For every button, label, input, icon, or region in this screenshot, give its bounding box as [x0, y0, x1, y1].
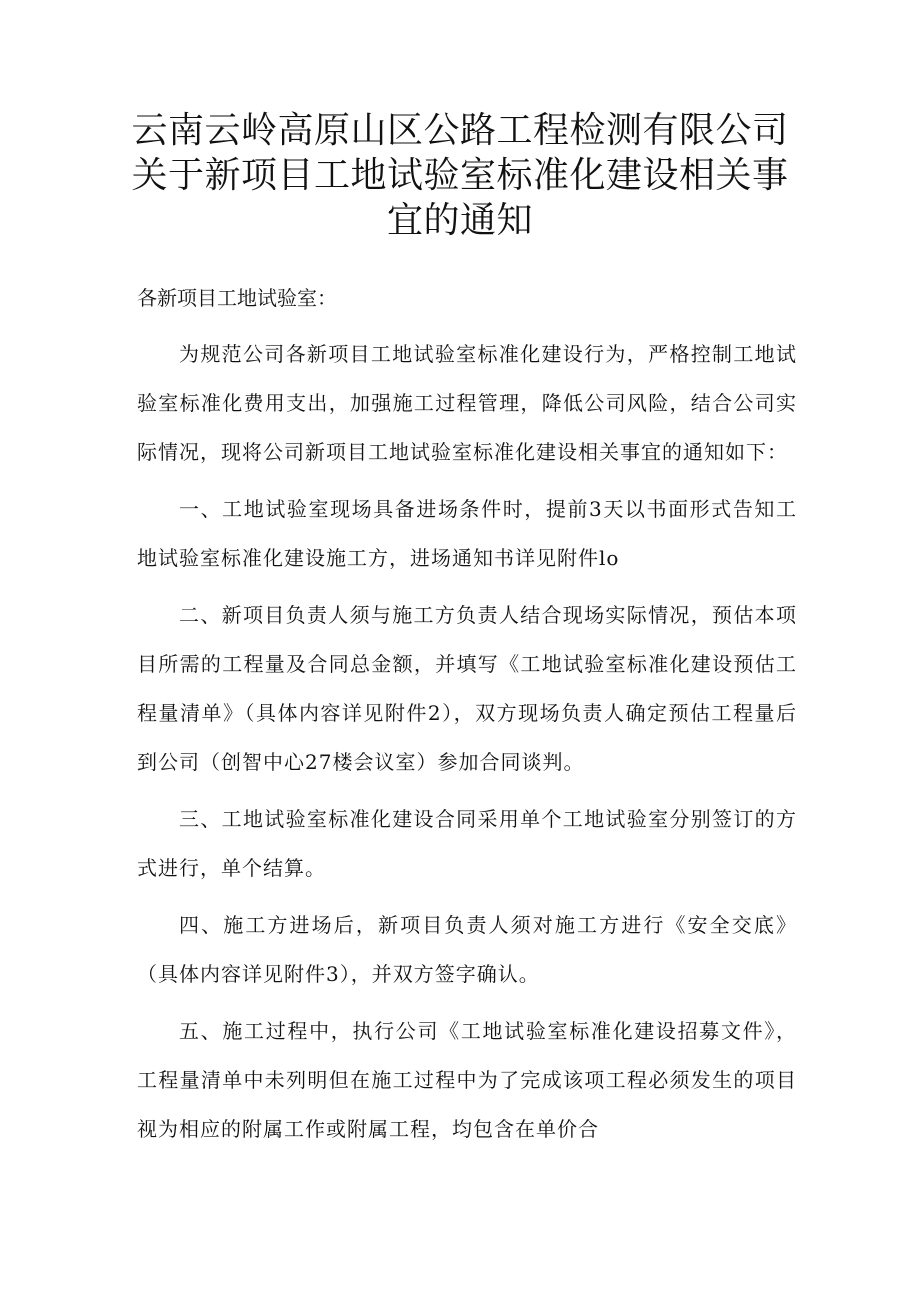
title-line-3: 宜的通知: [386, 200, 533, 241]
paragraph-item-3: 三、工地试验室标准化建设合同采用单个工地试验室分别签订的方式进行，单个结算。: [137, 807, 797, 880]
document-body: [137, 278, 797, 1154]
paragraph-item-2: 二、新项目负责人须与施工方负责人结合现场实际情况，预估本项目所需的工程量及合同总金额，并填写《工地试验室标准化建设预估工程量清单》（具体内容详见附件2），双方现场负责人确定预估工程量后到公司（创智中心27楼会议室）参加合同谈判。: [137, 603, 797, 774]
title-line-2: 关于新项目工地试验室标准化建设相关事: [131, 155, 789, 196]
document-title: [0, 108, 920, 243]
paragraph-item-1: 一、工地试验室现场具备进场条件时，提前3天以书面形式告知工地试验室标准化建设施工方，进场通知书详见附件lo: [137, 497, 797, 570]
title-line-1: 云南云岭高原山区公路工程检测有限公司: [131, 110, 789, 151]
paragraph-item-5: 五、施工过程中，执行公司《工地试验室标准化建设招募文件》，工程量清单中未列明但在施工过程中为了完成该项工程必须发生的项目视为相应的附属工作或附属工程，均包含在单价合: [137, 1019, 797, 1141]
paragraph-intro: 为规范公司各新项目工地试验室标准化建设行为，严格控制工地试验室标准化费用支出，加强施工过程管理，降低公司风险，结合公司实际情况，现将公司新项目工地试验室标准化建设相关事宜的通知如下：: [137, 342, 797, 464]
paragraph-item-4: 四、施工方进场后，新项目负责人须对施工方进行《安全交底》（具体内容详见附件3），并双方签字确认。: [137, 913, 797, 986]
salutation: 各新项目工地试验室：: [137, 286, 337, 310]
